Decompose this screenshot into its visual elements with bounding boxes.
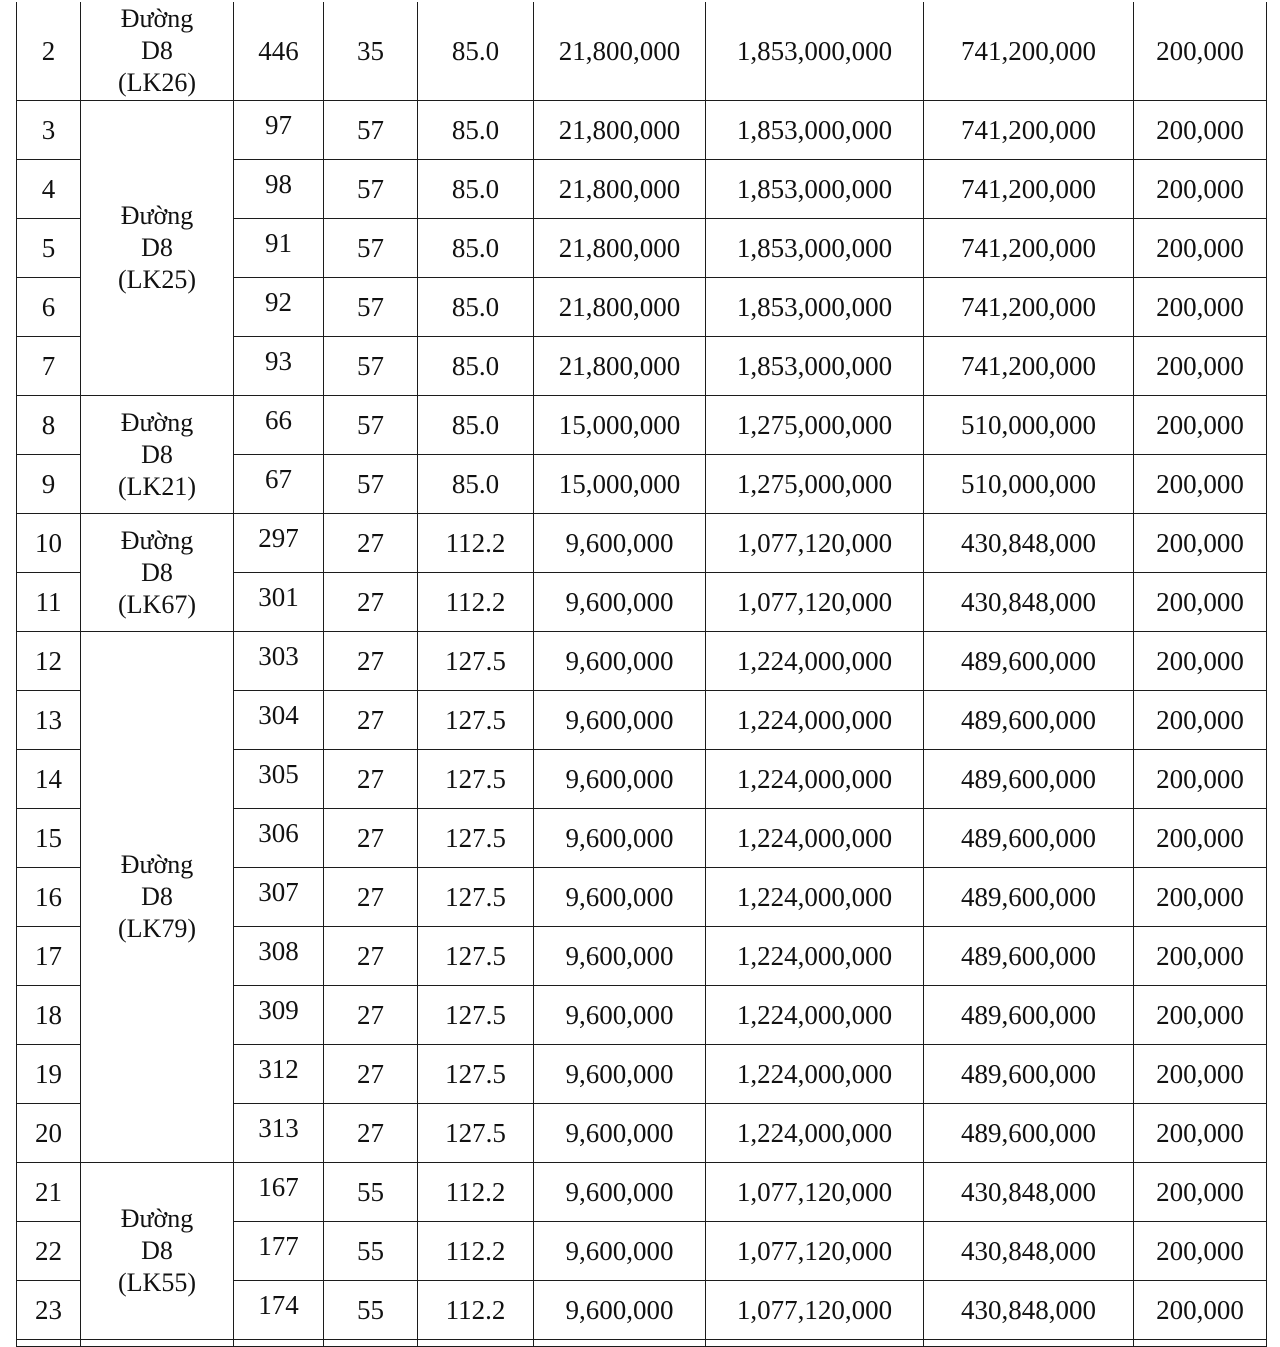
- frontage-cell: 57: [324, 101, 418, 160]
- area-cell: 112.2: [418, 1222, 534, 1281]
- row-number-cell: 9: [17, 455, 81, 514]
- frontage-cell: 57: [324, 160, 418, 219]
- area-cell: 85.0: [418, 337, 534, 396]
- unit-price-cell: 9,600,000: [534, 927, 706, 986]
- unit-price-cell: 9,600,000: [534, 1281, 706, 1340]
- partial-cell: [924, 1340, 1134, 1347]
- area-cell: 127.5: [418, 986, 534, 1045]
- deposit-cell: 430,848,000: [924, 1222, 1134, 1281]
- street-name-line: Đường: [120, 850, 194, 879]
- unit-price-cell: 21,800,000: [534, 278, 706, 337]
- area-cell: 85.0: [418, 278, 534, 337]
- frontage-cell: 27: [324, 573, 418, 632]
- row-number-cell: 5: [17, 219, 81, 278]
- deposit-cell: 489,600,000: [924, 1045, 1134, 1104]
- unit-price-cell: 9,600,000: [534, 514, 706, 573]
- total-price-cell: 1,077,120,000: [706, 1163, 924, 1222]
- unit-price-cell: 9,600,000: [534, 750, 706, 809]
- total-price-cell: 1,275,000,000: [706, 396, 924, 455]
- fee-cell: 200,000: [1134, 278, 1267, 337]
- lot-number-cell: 306: [234, 809, 324, 868]
- lot-number-cell: 174: [234, 1281, 324, 1340]
- frontage-cell: 27: [324, 927, 418, 986]
- unit-price-cell: 9,600,000: [534, 809, 706, 868]
- partial-cell: [17, 1340, 81, 1347]
- total-price-cell: 1,077,120,000: [706, 514, 924, 573]
- area-cell: 112.2: [418, 1163, 534, 1222]
- total-price-cell: 1,224,000,000: [706, 986, 924, 1045]
- fee-cell: 200,000: [1134, 1281, 1267, 1340]
- frontage-cell: 27: [324, 514, 418, 573]
- frontage-cell: 27: [324, 868, 418, 927]
- frontage-cell: 35: [324, 2, 418, 101]
- lot-number-cell: 66: [234, 396, 324, 455]
- deposit-cell: 430,848,000: [924, 514, 1134, 573]
- deposit-cell: 741,200,000: [924, 219, 1134, 278]
- deposit-cell: 489,600,000: [924, 927, 1134, 986]
- fee-cell: 200,000: [1134, 455, 1267, 514]
- unit-price-cell: 21,800,000: [534, 2, 706, 101]
- row-number-cell: 7: [17, 337, 81, 396]
- row-number-cell: 8: [17, 396, 81, 455]
- street-name-line: D8: [141, 882, 173, 911]
- lot-number-cell: 301: [234, 573, 324, 632]
- partial-cell: [81, 1340, 234, 1347]
- row-number-cell: 22: [17, 1222, 81, 1281]
- row-number-cell: 23: [17, 1281, 81, 1340]
- fee-cell: 200,000: [1134, 101, 1267, 160]
- deposit-cell: 510,000,000: [924, 396, 1134, 455]
- frontage-cell: 27: [324, 809, 418, 868]
- area-cell: 112.2: [418, 514, 534, 573]
- area-cell: 112.2: [418, 1281, 534, 1340]
- row-number-cell: 12: [17, 632, 81, 691]
- area-cell: 127.5: [418, 691, 534, 750]
- unit-price-cell: 9,600,000: [534, 868, 706, 927]
- row-number-cell: 6: [17, 278, 81, 337]
- partial-cell: [706, 1340, 924, 1347]
- fee-cell: 200,000: [1134, 750, 1267, 809]
- street-name-line: (LK55): [118, 1268, 196, 1297]
- row-number-cell: 13: [17, 691, 81, 750]
- table-row: [17, 101, 1267, 160]
- street-name-cell: [81, 2, 234, 101]
- lot-number-cell: 309: [234, 986, 324, 1045]
- frontage-cell: 57: [324, 455, 418, 514]
- fee-cell: 200,000: [1134, 632, 1267, 691]
- street-name-line: D8: [141, 36, 173, 65]
- deposit-cell: 489,600,000: [924, 868, 1134, 927]
- street-name-line: D8: [141, 439, 173, 469]
- frontage-cell: 57: [324, 278, 418, 337]
- deposit-cell: 741,200,000: [924, 278, 1134, 337]
- fee-cell: 200,000: [1134, 1222, 1267, 1281]
- street-name-line: (LK79): [118, 914, 196, 943]
- street-name-line: Đường: [120, 525, 194, 555]
- street-name-cell: [81, 514, 234, 632]
- street-name-cell: [81, 396, 234, 514]
- row-number-cell: 21: [17, 1163, 81, 1222]
- deposit-cell: 741,200,000: [924, 101, 1134, 160]
- total-price-cell: 1,853,000,000: [706, 101, 924, 160]
- area-cell: 85.0: [418, 2, 534, 101]
- total-price-cell: 1,853,000,000: [706, 278, 924, 337]
- street-name-line: (LK25): [118, 265, 196, 294]
- deposit-cell: 741,200,000: [924, 160, 1134, 219]
- unit-price-cell: 9,600,000: [534, 691, 706, 750]
- total-price-cell: 1,275,000,000: [706, 455, 924, 514]
- deposit-cell: 741,200,000: [924, 337, 1134, 396]
- unit-price-cell: 9,600,000: [534, 1163, 706, 1222]
- area-cell: 112.2: [418, 573, 534, 632]
- deposit-cell: 489,600,000: [924, 1104, 1134, 1163]
- area-cell: 127.5: [418, 1045, 534, 1104]
- street-name-cell: [81, 101, 234, 396]
- row-number-cell: 3: [17, 101, 81, 160]
- deposit-cell: 510,000,000: [924, 455, 1134, 514]
- street-name-line: Đường: [120, 1204, 194, 1233]
- row-number-cell: 4: [17, 160, 81, 219]
- area-cell: 127.5: [418, 1104, 534, 1163]
- deposit-cell: 489,600,000: [924, 691, 1134, 750]
- street-name-line: Đường: [120, 201, 194, 230]
- frontage-cell: 57: [324, 219, 418, 278]
- street-name-line: (LK26): [118, 68, 196, 97]
- fee-cell: 200,000: [1134, 1045, 1267, 1104]
- deposit-cell: 489,600,000: [924, 986, 1134, 1045]
- total-price-cell: 1,853,000,000: [706, 160, 924, 219]
- row-number-cell: 2: [17, 2, 81, 101]
- street-name-line: Đường: [120, 4, 194, 33]
- unit-price-cell: 9,600,000: [534, 573, 706, 632]
- partial-cell: [324, 1340, 418, 1347]
- total-price-cell: 1,224,000,000: [706, 809, 924, 868]
- frontage-cell: 57: [324, 396, 418, 455]
- area-cell: 127.5: [418, 750, 534, 809]
- row-number-cell: 16: [17, 868, 81, 927]
- unit-price-cell: 9,600,000: [534, 632, 706, 691]
- row-number-cell: 19: [17, 1045, 81, 1104]
- area-cell: 127.5: [418, 927, 534, 986]
- total-price-cell: 1,853,000,000: [706, 2, 924, 101]
- unit-price-cell: 21,800,000: [534, 337, 706, 396]
- table-row-partial: [17, 1340, 1267, 1347]
- street-name-line: (LK21): [118, 471, 196, 501]
- total-price-cell: 1,853,000,000: [706, 219, 924, 278]
- total-price-cell: 1,853,000,000: [706, 337, 924, 396]
- row-number-cell: 14: [17, 750, 81, 809]
- street-name-line: Đường: [120, 407, 194, 437]
- total-price-cell: 1,224,000,000: [706, 868, 924, 927]
- lot-number-cell: 446: [234, 2, 324, 101]
- unit-price-cell: 9,600,000: [534, 1222, 706, 1281]
- table-row: [17, 2, 1267, 101]
- row-number-cell: 18: [17, 986, 81, 1045]
- partial-cell: [1134, 1340, 1267, 1347]
- row-number-cell: 20: [17, 1104, 81, 1163]
- street-name-line: D8: [141, 1236, 173, 1265]
- lot-number-cell: 297: [234, 514, 324, 573]
- total-price-cell: 1,224,000,000: [706, 632, 924, 691]
- total-price-cell: 1,224,000,000: [706, 750, 924, 809]
- lot-number-cell: 91: [234, 219, 324, 278]
- deposit-cell: 489,600,000: [924, 750, 1134, 809]
- partial-cell: [418, 1340, 534, 1347]
- unit-price-cell: 9,600,000: [534, 986, 706, 1045]
- frontage-cell: 27: [324, 1045, 418, 1104]
- total-price-cell: 1,077,120,000: [706, 1281, 924, 1340]
- total-price-cell: 1,224,000,000: [706, 1045, 924, 1104]
- fee-cell: 200,000: [1134, 2, 1267, 101]
- lot-number-cell: 304: [234, 691, 324, 750]
- fee-cell: 200,000: [1134, 1104, 1267, 1163]
- row-number-cell: 10: [17, 514, 81, 573]
- unit-price-cell: 21,800,000: [534, 101, 706, 160]
- frontage-cell: 55: [324, 1222, 418, 1281]
- frontage-cell: 57: [324, 337, 418, 396]
- area-cell: 127.5: [418, 809, 534, 868]
- lot-number-cell: 67: [234, 455, 324, 514]
- unit-price-cell: 9,600,000: [534, 1104, 706, 1163]
- lot-number-cell: 312: [234, 1045, 324, 1104]
- table-row: [17, 514, 1267, 573]
- deposit-cell: 741,200,000: [924, 2, 1134, 101]
- row-number-cell: 15: [17, 809, 81, 868]
- fee-cell: 200,000: [1134, 514, 1267, 573]
- table-body: [17, 2, 1267, 1347]
- total-price-cell: 1,224,000,000: [706, 691, 924, 750]
- fee-cell: 200,000: [1134, 219, 1267, 278]
- lot-number-cell: 177: [234, 1222, 324, 1281]
- frontage-cell: 27: [324, 1104, 418, 1163]
- partial-cell: [234, 1340, 324, 1347]
- fee-cell: 200,000: [1134, 1163, 1267, 1222]
- land-lot-price-table-container: [16, 2, 1266, 1347]
- unit-price-cell: 15,000,000: [534, 396, 706, 455]
- frontage-cell: 27: [324, 691, 418, 750]
- table-row: [17, 632, 1267, 691]
- lot-number-cell: 313: [234, 1104, 324, 1163]
- lot-number-cell: 93: [234, 337, 324, 396]
- street-name-line: D8: [141, 557, 173, 587]
- frontage-cell: 55: [324, 1163, 418, 1222]
- deposit-cell: 430,848,000: [924, 573, 1134, 632]
- area-cell: 85.0: [418, 455, 534, 514]
- fee-cell: 200,000: [1134, 809, 1267, 868]
- lot-number-cell: 97: [234, 101, 324, 160]
- row-number-cell: 17: [17, 927, 81, 986]
- frontage-cell: 27: [324, 750, 418, 809]
- partial-cell: [534, 1340, 706, 1347]
- row-number-cell: 11: [17, 573, 81, 632]
- fee-cell: 200,000: [1134, 396, 1267, 455]
- fee-cell: 200,000: [1134, 868, 1267, 927]
- area-cell: 85.0: [418, 160, 534, 219]
- deposit-cell: 430,848,000: [924, 1281, 1134, 1340]
- street-name-cell: [81, 632, 234, 1163]
- street-name-cell: [81, 1163, 234, 1340]
- total-price-cell: 1,224,000,000: [706, 1104, 924, 1163]
- lot-number-cell: 92: [234, 278, 324, 337]
- area-cell: 127.5: [418, 868, 534, 927]
- lot-number-cell: 98: [234, 160, 324, 219]
- frontage-cell: 27: [324, 986, 418, 1045]
- total-price-cell: 1,077,120,000: [706, 573, 924, 632]
- land-lot-price-table: [16, 2, 1267, 1347]
- lot-number-cell: 303: [234, 632, 324, 691]
- deposit-cell: 489,600,000: [924, 809, 1134, 868]
- table-row: [17, 1163, 1267, 1222]
- fee-cell: 200,000: [1134, 573, 1267, 632]
- unit-price-cell: 9,600,000: [534, 1045, 706, 1104]
- frontage-cell: 27: [324, 632, 418, 691]
- lot-number-cell: 167: [234, 1163, 324, 1222]
- fee-cell: 200,000: [1134, 927, 1267, 986]
- lot-number-cell: 308: [234, 927, 324, 986]
- fee-cell: 200,000: [1134, 337, 1267, 396]
- total-price-cell: 1,077,120,000: [706, 1222, 924, 1281]
- deposit-cell: 430,848,000: [924, 1163, 1134, 1222]
- area-cell: 85.0: [418, 219, 534, 278]
- area-cell: 85.0: [418, 396, 534, 455]
- unit-price-cell: 21,800,000: [534, 160, 706, 219]
- fee-cell: 200,000: [1134, 160, 1267, 219]
- lot-number-cell: 307: [234, 868, 324, 927]
- total-price-cell: 1,224,000,000: [706, 927, 924, 986]
- area-cell: 85.0: [418, 101, 534, 160]
- fee-cell: 200,000: [1134, 691, 1267, 750]
- deposit-cell: 489,600,000: [924, 632, 1134, 691]
- fee-cell: 200,000: [1134, 986, 1267, 1045]
- area-cell: 127.5: [418, 632, 534, 691]
- street-name-line: (LK67): [118, 589, 196, 619]
- lot-number-cell: 305: [234, 750, 324, 809]
- unit-price-cell: 15,000,000: [534, 455, 706, 514]
- frontage-cell: 55: [324, 1281, 418, 1340]
- unit-price-cell: 21,800,000: [534, 219, 706, 278]
- street-name-line: D8: [141, 233, 173, 262]
- table-row: [17, 396, 1267, 455]
